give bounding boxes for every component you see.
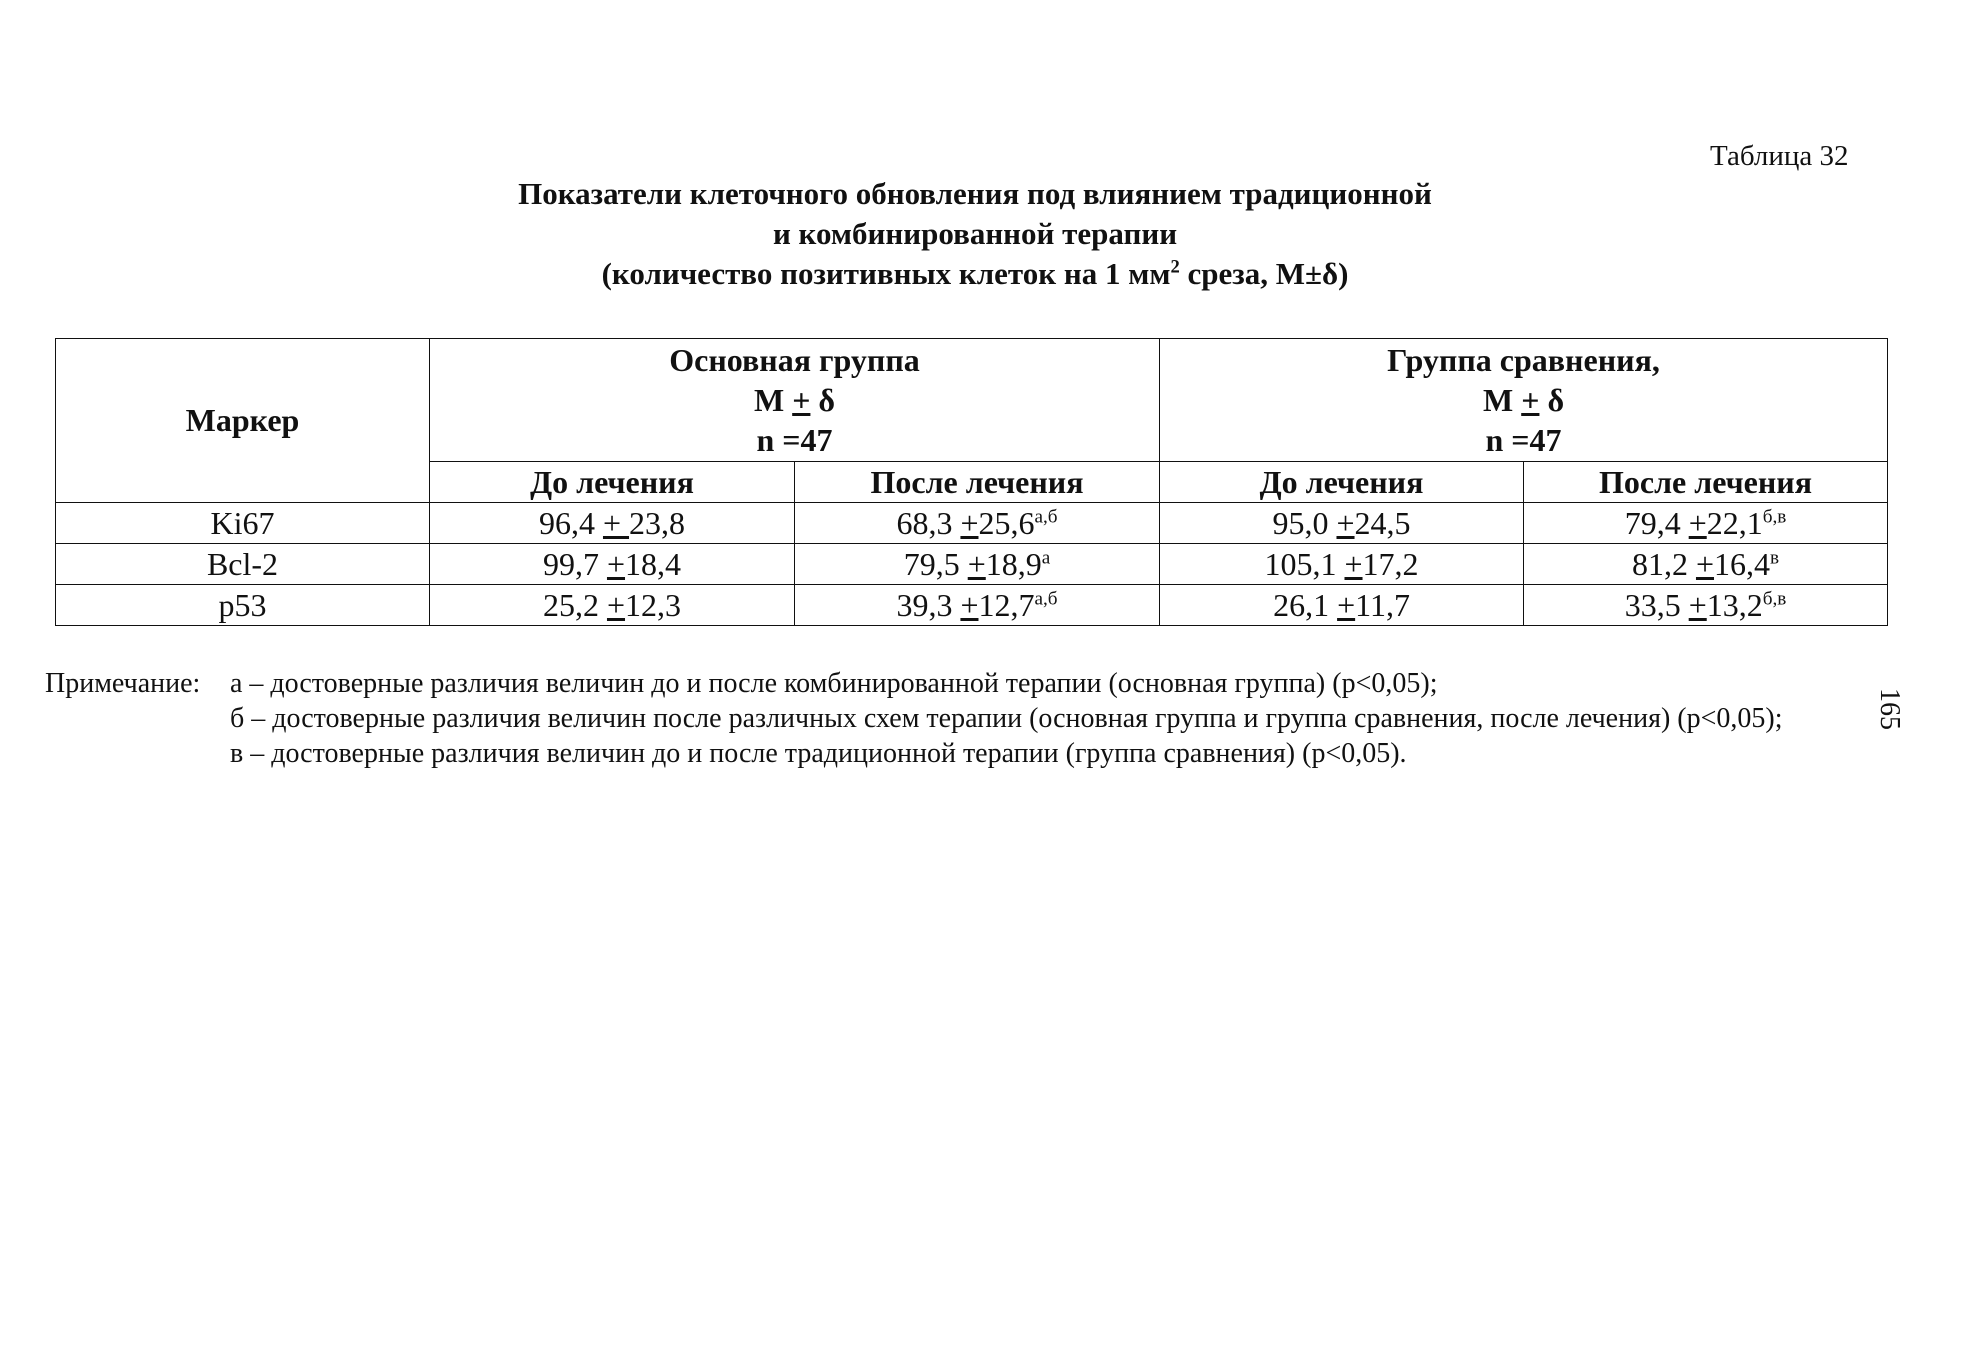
marker-header: Маркер bbox=[56, 339, 430, 503]
value-cell: 25,2 +12,3 bbox=[430, 585, 795, 626]
value-cell: $79,4 +22,1^{б,в}$ bbox=[1524, 503, 1888, 544]
table-number: Таблица 32 bbox=[1710, 140, 1849, 172]
subheader-after: После лечения bbox=[795, 462, 1160, 503]
marker-cell: p53 bbox=[56, 585, 430, 626]
value-cell: 95,0 +24,5 bbox=[1160, 503, 1524, 544]
value-cell: 96,4 + 23,8 bbox=[430, 503, 795, 544]
header-row-groups bbox=[56, 339, 1888, 462]
table-row bbox=[56, 585, 1888, 626]
group-name: Группа сравнения, bbox=[1387, 342, 1660, 378]
group-n: n =47 bbox=[1485, 422, 1562, 458]
value-cell: $79,5 +18,9^а$ bbox=[795, 544, 1160, 585]
value-cell: 26,1 +11,7 bbox=[1160, 585, 1524, 626]
table-row bbox=[56, 544, 1888, 585]
value-cell: $81,2 +16,4^в$ bbox=[1524, 544, 1888, 585]
title-line-2: и комбинированной терапии bbox=[772, 216, 1178, 251]
title-superscript: 2 bbox=[1170, 256, 1180, 278]
group-stat: M + δ bbox=[1483, 382, 1565, 418]
page-number: 165 bbox=[1874, 688, 1905, 730]
value-cell: $39,3 +12,7^{а,б}$ bbox=[795, 585, 1160, 626]
value-cell: 105,1 +17,2 bbox=[1160, 544, 1524, 585]
group-header-comparison bbox=[1160, 339, 1888, 462]
marker-cell: Ki67 bbox=[56, 503, 430, 544]
note-line bbox=[45, 736, 1783, 771]
subheader-after: После лечения bbox=[1524, 462, 1888, 503]
title-line-3-end: среза, M±δ) bbox=[1179, 256, 1349, 291]
group-header-main bbox=[430, 339, 1160, 462]
subheader-before: До лечения bbox=[1160, 462, 1524, 503]
title-line-1: Показатели клеточного обновления под влиянием традиционной bbox=[518, 176, 1432, 211]
value-cell: 99,7 +18,4 bbox=[430, 544, 795, 585]
table-note bbox=[45, 666, 1783, 771]
title-line-3 bbox=[0, 254, 1950, 294]
group-n: n =47 bbox=[756, 422, 833, 458]
note-line bbox=[45, 666, 1783, 701]
value-cell: $68,3 +25,6^{а,б}$ bbox=[795, 503, 1160, 544]
note-text: б – достоверные различия величин после различных схем терапии (основная группа и группа сравнения, после лечения) (р<0,05); bbox=[230, 703, 1783, 734]
data-table bbox=[55, 338, 1888, 626]
note-text: в – достоверные различия величин до и после традиционной терапии (группа сравнения) (р<0,05). bbox=[230, 738, 1407, 769]
table-title bbox=[0, 174, 1950, 294]
note-label: Примечание: bbox=[45, 668, 201, 699]
note-text: а – достоверные различия величин до и после комбинированной терапии (основная группа) (р<0,05); bbox=[230, 668, 1438, 699]
table-row bbox=[56, 503, 1888, 544]
group-name: Основная группа bbox=[669, 342, 920, 378]
title-line-3-text: (количество позитивных клеток на 1 мм bbox=[601, 256, 1171, 291]
marker-cell: Bcl-2 bbox=[56, 544, 430, 585]
subheader-before: До лечения bbox=[430, 462, 795, 503]
note-line bbox=[45, 701, 1783, 736]
value-cell: $33,5 +13,2^{б,в}$ bbox=[1524, 585, 1888, 626]
group-stat: M + δ bbox=[753, 382, 836, 418]
